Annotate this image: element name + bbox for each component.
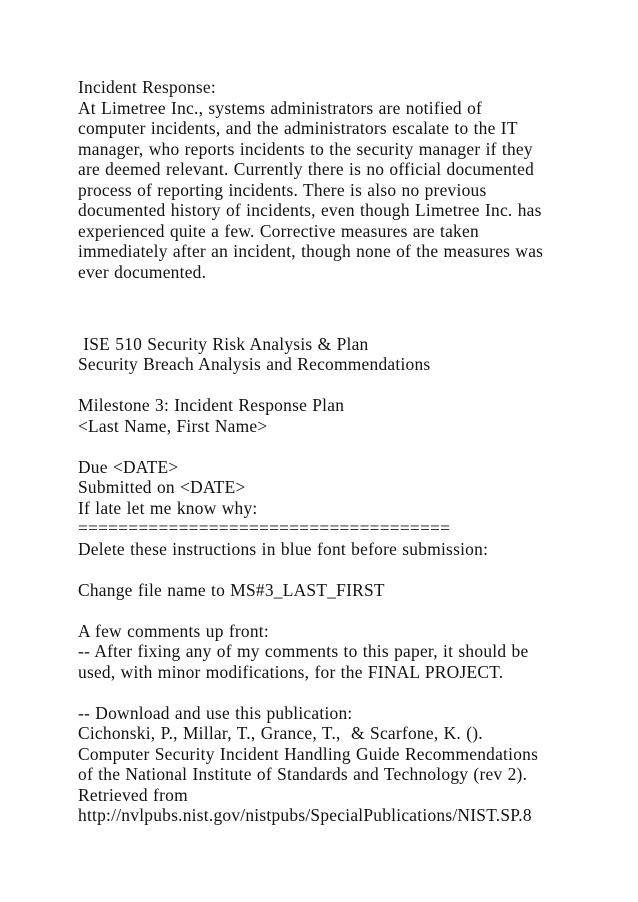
spacer xyxy=(78,600,634,621)
course-title: ISE 510 Security Risk Analysis & Plan xyxy=(78,333,369,354)
intro-line: ever documented. xyxy=(78,261,207,282)
comment-line: -- Download and use this publication: xyxy=(78,702,353,723)
citation-line: of the National Institute of Standards and Technology (rev 2). xyxy=(78,764,528,784)
intro-line: process of reporting incidents. There is also no previous xyxy=(78,179,487,200)
due-date: Due <DATE> xyxy=(78,456,179,477)
document-page xyxy=(78,77,634,826)
spacer xyxy=(78,375,634,396)
intro-line: immediately after an incident, though none of the measures was xyxy=(78,241,544,261)
file-name-instruction: Change file name to MS#3_LAST_FIRST xyxy=(78,579,385,600)
incident-response-heading: Incident Response: xyxy=(78,77,216,97)
delete-instructions: Delete these instructions in blue font before submission: xyxy=(78,538,489,559)
comment-line: used, with minor modifications, for the FINAL PROJECT. xyxy=(78,661,504,682)
course-subtitle: Security Breach Analysis and Recommendations xyxy=(78,354,431,374)
citation-line: Cichonski, P., Millar, T., Grance, T., & Scarfone, K. (). xyxy=(78,723,483,743)
intro-line: are deemed relevant. Currently there is no official documented xyxy=(78,159,535,179)
author-placeholder: <Last Name, First Name> xyxy=(78,415,268,436)
intro-line: experienced quite a few. Corrective measures are taken xyxy=(78,220,479,241)
spacer xyxy=(78,682,634,703)
comments-heading: A few comments up front: xyxy=(78,620,269,641)
spacer xyxy=(78,436,634,457)
spacer xyxy=(78,282,634,303)
late-reason: If late let me know why: xyxy=(78,497,258,518)
intro-line: computer incidents, and the administrators escalate to the IT xyxy=(78,118,518,138)
citation-line: Computer Security Incident Handling Guide Recommendations xyxy=(78,743,539,764)
submitted-date: Submitted on <DATE> xyxy=(78,477,246,497)
comment-line: -- After fixing any of my comments to this paper, it should be xyxy=(78,641,529,661)
spacer xyxy=(78,303,634,334)
milestone-title: Milestone 3: Incident Response Plan xyxy=(78,395,345,415)
spacer xyxy=(78,559,634,580)
citation-line: Retrieved from xyxy=(78,784,188,805)
citation-url: http://nvlpubs.nist.gov/nistpubs/SpecialPublications/NIST.SP.8 xyxy=(78,805,532,825)
separator-line: ===================================== xyxy=(78,518,451,538)
intro-line: documented history of incidents, even though Limetree Inc. has xyxy=(78,200,542,220)
intro-line: manager, who reports incidents to the security manager if they xyxy=(78,138,533,159)
intro-line: At Limetree Inc., systems administrators are notified of xyxy=(78,97,483,118)
